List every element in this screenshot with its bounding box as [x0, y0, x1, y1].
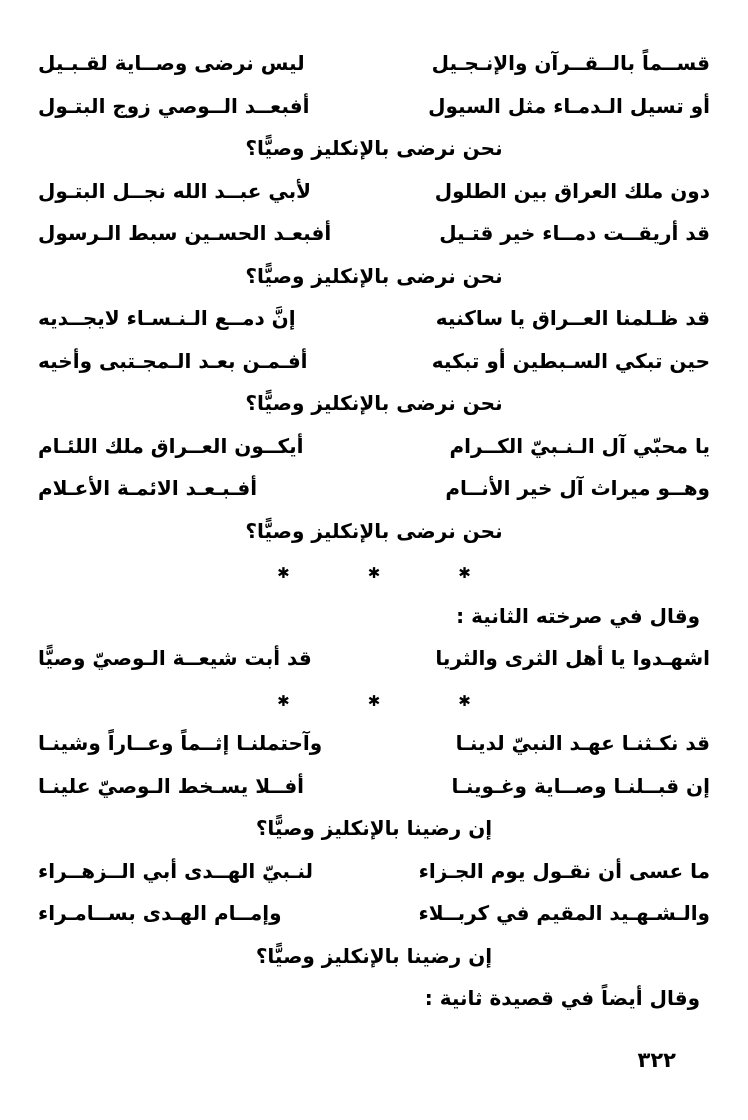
verse-line [38, 637, 710, 680]
verse-first-hemistich: وهــو ميراث آل خير الأنــام [445, 476, 710, 500]
verse-second-hemistich: لأبي عبــد الله نجــل البتـول [38, 178, 312, 203]
verse-line [38, 425, 710, 468]
verse-first-hemistich: اشهـدوا يا أهل الثرى والثريا [435, 646, 710, 670]
asterisk-icon: ✱ [277, 564, 290, 582]
verse-second-hemistich: لنـبيّ الهــدى أبي الــزهــراء [38, 858, 314, 883]
verse-second-hemistich: قد أبت شيعــة الـوصيّ وصيًّا [38, 646, 312, 670]
verse-second-hemistich: أفـبـعـد الائمـة الأعـلام [38, 476, 258, 500]
asterisk-icon: ✱ [367, 564, 381, 582]
verse-first-hemistich: دون ملك العراق بين الطلول [434, 178, 710, 203]
refrain-line: نحن نرضى بالإنكليز وصيًّا؟ [245, 518, 503, 543]
verse-second-hemistich: أفــلا يسـخط الـوصيّ علينـا [38, 773, 305, 798]
section-separator [38, 552, 710, 595]
verse-second-hemistich: إنَّ دمــع الـنـسـاء لايجــديه [38, 306, 296, 330]
verse-line [38, 467, 710, 510]
verse-line [38, 297, 710, 340]
verse-first-hemistich: حين تبكي السـبطين أو تبكيه [431, 348, 710, 373]
verse-line [38, 892, 710, 935]
refrain-line: إن رضينا بالإنكليز وصيًّا؟ [255, 943, 493, 968]
verse-first-hemistich: يا محبّي آل الـنـبيّ الكــرام [449, 433, 710, 458]
prose-heading: وقال في صرخته الثانية : [456, 603, 700, 628]
verse-first-hemistich: والـشـهـيد المقيم في كربــلاء [418, 901, 710, 925]
verse-first-hemistich: إن قبــلنـا وصــاية وغـوينـا [451, 773, 710, 798]
asterisk-icon: ✱ [277, 691, 290, 710]
verse-first-hemistich: قد أريقــت دمــاء خير قتـيل [439, 221, 710, 245]
refrain-line: نحن نرضى بالإنكليز وصيًّا؟ [245, 136, 503, 160]
verse-second-hemistich: أفبعــد الــوصي زوج البتـول [38, 93, 310, 118]
verse-first-hemistich: قد ظـلمنا العــراق يا ساكنيه [435, 306, 710, 330]
verse-line [38, 722, 710, 765]
refrain-line: نحن نرضى بالإنكليز وصيًّا؟ [245, 391, 503, 415]
verse-second-hemistich: وآحتملنـا إثــماً وعــاراً وشينـا [38, 731, 323, 755]
verse-second-hemistich: ليس نرضى وصــاية لقـبـيل [38, 51, 305, 75]
refrain-line: نحن نرضى بالإنكليز وصيًّا؟ [245, 263, 503, 288]
verse-line [38, 850, 710, 893]
verse-line [38, 42, 710, 85]
verse-line [38, 85, 710, 128]
section-separator [38, 680, 710, 723]
page-number: ٣٢٢ [637, 1048, 676, 1072]
prose-heading: وقال أيضاً في قصيدة ثانية : [424, 986, 700, 1010]
asterisk-icon: ✱ [367, 691, 381, 710]
verse-line [38, 212, 710, 255]
verse-first-hemistich: قد نكـثنـا عهـد النبيّ لدينـا [455, 731, 710, 755]
verse-line [38, 340, 710, 383]
asterisk-icon: ✱ [458, 691, 471, 710]
verse-first-hemistich: أو تسيل الـدمـاء مثل السيول [428, 93, 710, 118]
verse-first-hemistich: قســماً بالــقــرآن والإنـجـيل [431, 51, 710, 75]
verse-second-hemistich: أفبعـد الحسـين سبط الـرسول [38, 221, 332, 245]
verse-second-hemistich: وإمــام الهـدى بســامـراء [38, 901, 282, 925]
verse-first-hemistich: ما عسى أن نقـول يوم الجـزاء [418, 858, 710, 883]
refrain-line: إن رضينا بالإنكليز وصيًّا؟ [255, 816, 493, 840]
verse-line [38, 170, 710, 213]
asterisk-icon: ✱ [458, 564, 471, 582]
verse-second-hemistich: أيكــون العــراق ملك اللئـام [38, 433, 304, 458]
verse-line [38, 765, 710, 808]
verse-second-hemistich: أفـمـن بعـد الـمجـتبى وأخيه [38, 348, 308, 373]
